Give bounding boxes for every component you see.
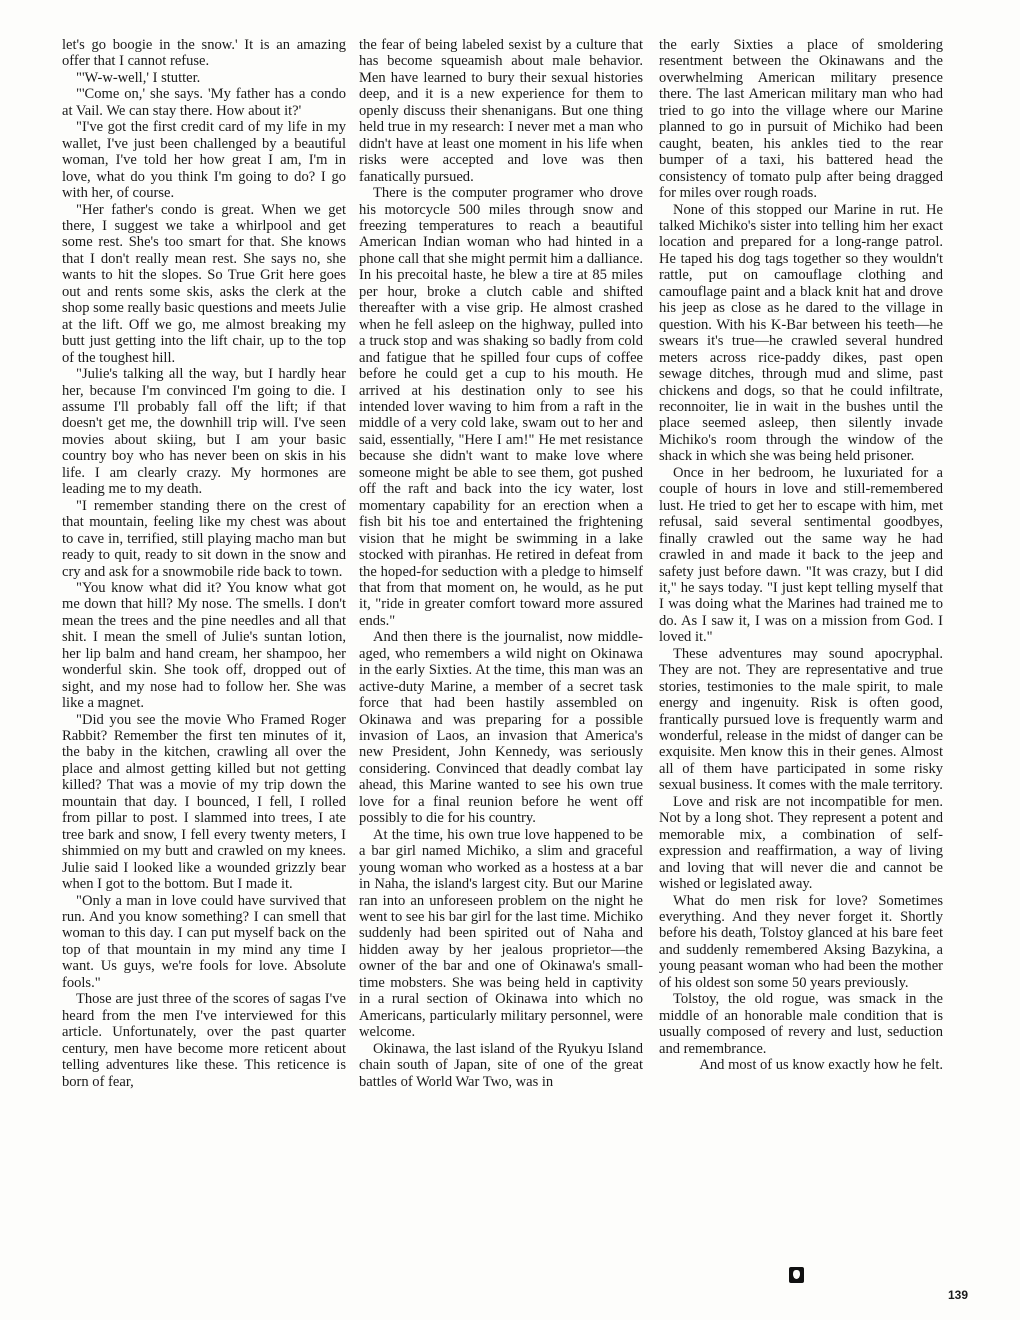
paragraph: None of this stopped our Marine in rut. He talked Michiko's sister into telling him her exact location and prepared for a long-range patrol. He taped his dog tags together so they wouldn't rattle, put on camouflage clothing and camouflage paint and a black knit hat and drove his jeep as close as he dared to the village in question. With his K-Bar between his teeth—he swears it's true—he crawled several hundred meters across rice-paddy dikes, past open sewage ditches, through mud and slime, past chickens and dogs, so that he could infiltrate, reconnoiter, lie in wait in the bushes until the place seemed asleep, then silently invade Michiko's room through the window of the shack in which she was being held prisoner.	[659, 201, 943, 465]
paragraph: "Did you see the movie Who Framed Roger Rabbit? Remember the first ten minutes of it, the baby in the kitchen, crawling all over the place and almost getting killed but not getting killed? That was a movie of my trip down the mountain that day. I bounced, I fell, I rolled from pillar to post. I slammed into trees, I ate tree bark and snow, I fell every twenty meters, I shimmied on my butt and crawled on my knees. Julie said I looked like a wounded grizzly bear when I got to the bottom. But I made it.	[62, 711, 346, 893]
paragraph: "Her father's condo is great. When we get there, I suggest we take a whirlpool and get some rest. She's too smart for that. She knows that I don't really mean rest. She says no, she wants to hit the slopes. So True Grit here goes out and rents some skis, asks the clerk at the shop some really basic questions and meets Julie at the lift. Off we go, me almost breaking my butt just getting into the lift chair, up to the top of the toughest hill.	[62, 201, 347, 366]
paragraph: "You know what did it? You know what got me down that hill? My nose. The smells. I don't mean the trees and the pine needles and all that shit. I mean the smell of Julie's suntan lotion, her lip balm and hand cream, her shampoo, her wonderful skin. She took off, dropped out of sight, and my nose had to follow her. She was like a magnet.	[62, 579, 346, 712]
paragraph: Tolstoy, the old rogue, was smack in the middle of an honorable male condition that is usually composed of revery and lust, seduction and remembrance.	[659, 991, 943, 1057]
text-column-2	[359, 37, 643, 1090]
paragraph: Once in her bedroom, he luxuriated for a couple of hours in love and still-remembered lust. He tried to get her to escape with him, met refusal, said several sentimental goodbyes, finally crawled out the same way he had crawled in and made it back to the jeep and safety just before dawn. "It was crazy, but I did it," he says today. "I just kept telling myself that I was doing what the Marines had trained me to do. As I saw it, I was on a mission from God. I loved it."	[659, 464, 943, 646]
paragraph: "'W-w-well,' I stutter.	[76, 69, 201, 86]
paragraph: There is the computer programer who drove his motorcycle 500 miles through snow and freezing temperatures to reach a beautiful American Indian woman who had hinted in a phone call that she might permit him a dalliance. In his precoital haste, he blew a tire at 85 miles per hour, broke a clutch cable and shifted thereafter with a vise grip. He almost crashed when he fell asleep on the highway, pulled into a truck stop and was shaking so badly from cold and fatigue that he spilled four cups of coffee before he could get a cup to his mouth. He arrived at his destination only to see his intended lover waving to him from a raft in the middle of a very cold lake, swam out to her and said, essentially, "Here I am!" He met resistance because she didn't want to make love where someone might be able to see them, got pushed off the raft and back into the icy water, lost momentary capability for an erection when a fish bit his toe and entertained the frightening vision that he might be swimming in a lake stocked with piranhas. He retired in defeat from the hoped-for seduction with a pledge to himself that from that moment on, he would, as he put it, "ride in greater comfort toward more assured ends."	[359, 185, 643, 629]
text-column-3	[659, 37, 943, 1074]
paragraph: "'Come on,' she says. 'My father has a condo at Vail. We can stay there. How about it?'	[62, 86, 346, 119]
paragraph: let's go boogie in the snow.' It is an amazing offer that I cannot refuse.	[62, 37, 346, 70]
paragraph: "Only a man in love could have survived that run. And you know something? I can smell that woman to this day. I can put myself back on the top of that mountain in my mind any time I want. Us guys, we're fools for love. Absolute fools."	[62, 892, 346, 991]
paragraph: the early Sixties a place of smoldering resentment between the Okinawans and the overwhelming American military presence there. The last American military man who had tried to go into the village where our Marine planned to go in pursuit of Michiko had been caught, beaten, his ankles tied to the rear bumper of a taxi, his battered head the consistency of tomato pulp after being dragged for miles over rough roads.	[659, 37, 943, 202]
paragraph: Love and risk are not incompatible for men. Not by a long shot. They represent a potent and memorable mix, a combination of self-expression and reaffirmation, a way of living and loving that will never die and cannot be wished or legislated away.	[659, 793, 943, 893]
paragraph: And then there is the journalist, now middle-aged, who remembers a wild night on Okinawa in the early Sixties. At the time, this man was an active-duty Marine, a member of a secret task force that had been hastily assembled on Okinawa and was preparing for a possible invasion of Laos, an invasion that America's new President, John Kennedy, was seriously considering. Convinced that deadly combat lay ahead, this Marine wanted to see his own true love for a final reunion before he went off possibly to die for his country.	[359, 629, 643, 827]
paragraph: "Julie's talking all the way, but I hardly hear her, because I'm convinced I'm going to die. I assume I'll probably fall off the lift; if that doesn't get me, the downhill trip will. I've seen movies about skiing, but I am your basic country boy who has never been on skis in his life. I am clearly crazy. My hormones are leading me to my death.	[62, 366, 346, 498]
page-number: 139	[948, 1288, 969, 1302]
paragraph: "I've got the first credit card of my life in my wallet, I've just been challenged by a beautiful woman, I've told her how great I am, I'm in love, what do you think I'm going to do? I go with her, of course.	[62, 119, 346, 202]
paragraph: At the time, his own true love happened to be a bar girl named Michiko, a slim and graceful young woman who worked as a hostess at a bar in Naha, the island's largest city. But our Marine ran into an unforeseen problem on the night he went to see his bar girl for the last time. Michiko suddenly had been spirited out of Naha and hidden away by her jealous proprietor—the owner of the bar and one of Okinawa's small-time mobsters. She was being held in captivity in a rural section of Okinawa into which no Americans, particularly military personnel, were welcome.	[359, 826, 644, 1041]
paragraph: These adventures may sound apocryphal. They are not. They are representative and true stories, testimonies to the male spirit, to male energy and ingenuity. Risk is often good, frantically pursued love is frequently warm and wonderful, release in the midst of danger can be exquisite. Men know this in their genes. Almost all of them have participated in some risky sexual business. It comes with the male territory.	[659, 645, 943, 794]
closing-paragraph: And most of us know exactly how he felt.	[699, 1057, 943, 1074]
paragraph: the fear of being labeled sexist by a culture that has become squeamish about male behavior. Men have learned to bury their sexual histories deep, and it is a new experience for them to openly discuss their shenanigans. But one thing held true in my research: I never met a man who didn't have at least one moment in his life when risks were accepted and love was then fanatically pursued.	[359, 37, 643, 185]
paragraph: What do men risk for love? Sometimes everything. And they never forget it. Shortly before his death, Tolstoy glanced at his bare feet and suddenly remembered Aksing Bazykina, a young peasant woman who had been the mother of his oldest son some 50 years previously.	[659, 892, 943, 991]
rabbit-head-icon	[789, 1267, 804, 1283]
paragraph: "I remember standing there on the crest of that mountain, feeling like my chest was about to cave in, terrified, still playing macho man but ready to quit, ready to sit down in the snow and cry and ask for a snowmobile ride back to town.	[62, 497, 346, 580]
text-column-1	[62, 37, 346, 1090]
paragraph: Okinawa, the last island of the Ryukyu Island chain south of Japan, site of one of the great battles of World War Two, was in	[359, 1040, 643, 1090]
paragraph: Those are just three of the scores of sagas I've heard from the men I've interviewed for this article. Unfortunately, over the past quarter century, men have become more reticent about telling adventures like these. This reticence is born of fear,	[62, 991, 346, 1090]
